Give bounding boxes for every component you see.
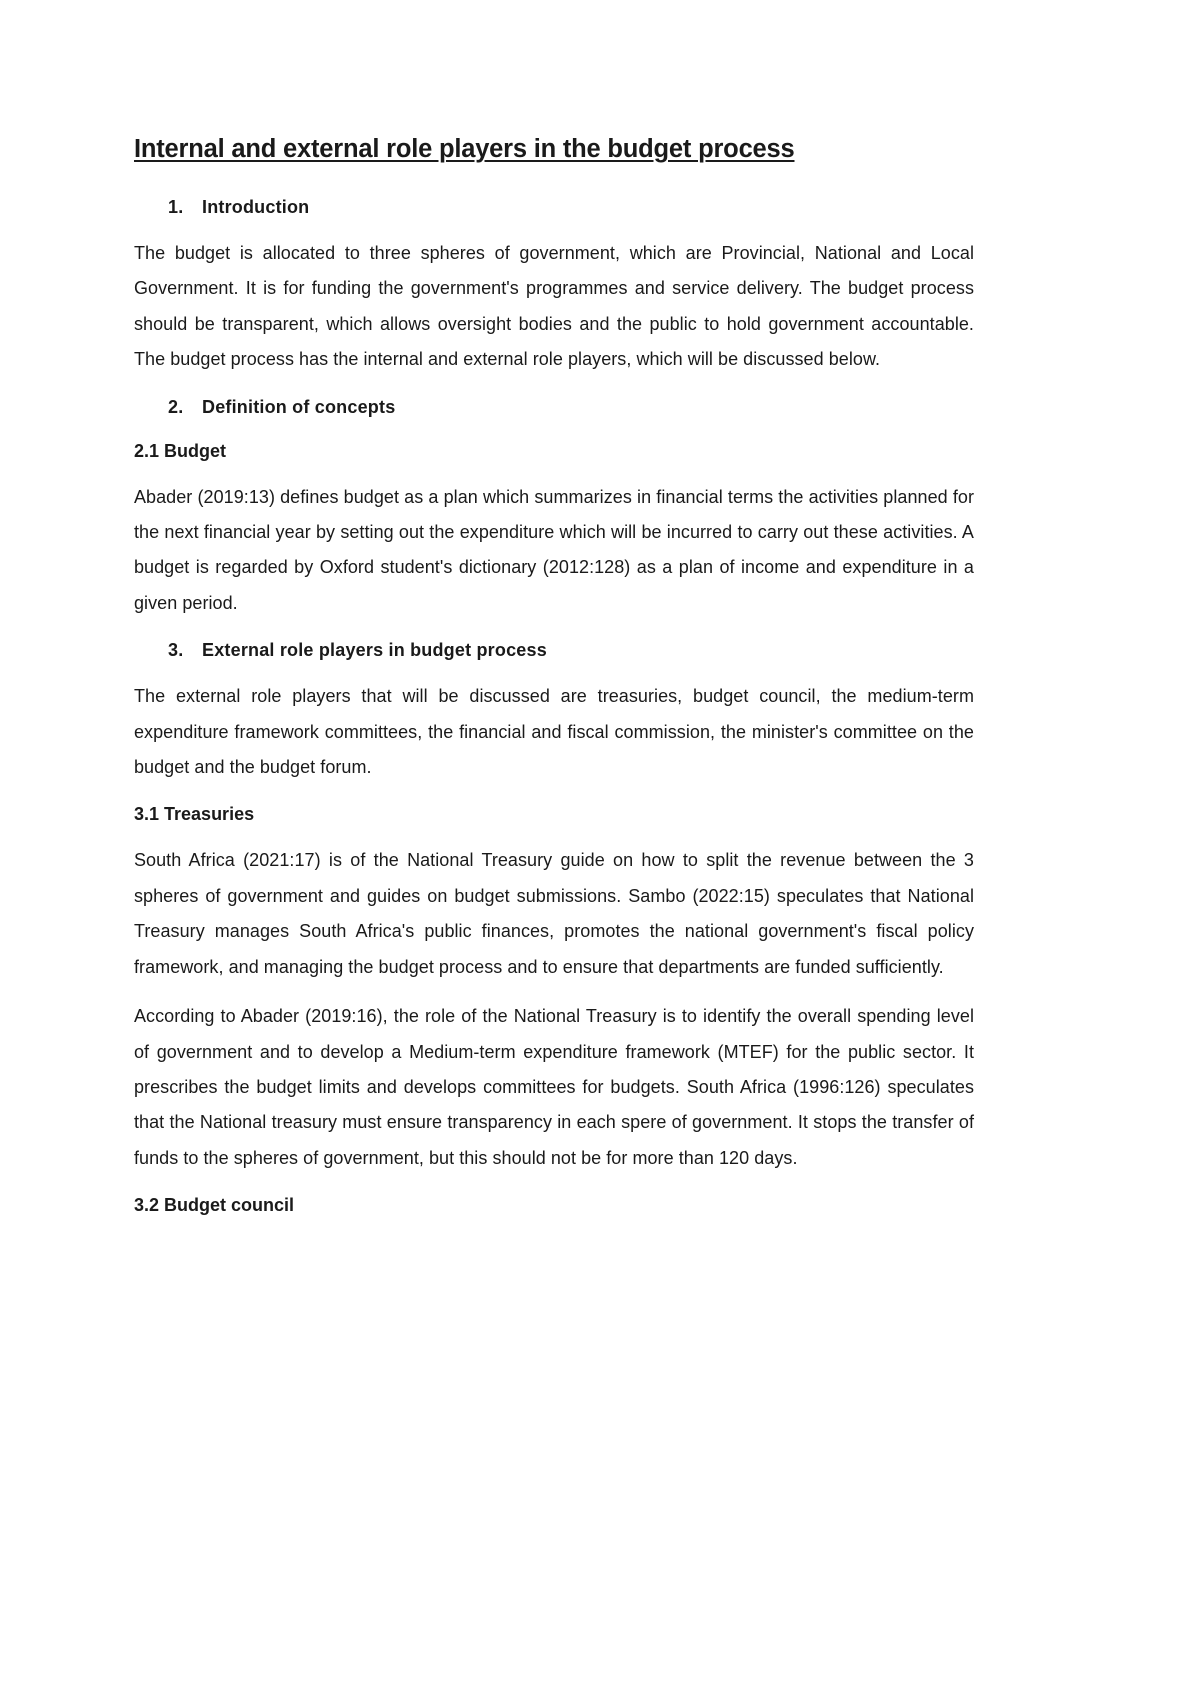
subsection-heading-budget: 2.1 Budget: [134, 440, 227, 461]
document-title: Internal and external role players in the budget process: [134, 135, 795, 163]
section-heading-definition-of-concepts: [134, 392, 974, 422]
section-number: 3.: [168, 640, 184, 661]
document-page: [134, 128, 974, 1234]
section-heading-text: External role players in budget process: [202, 640, 547, 661]
section-heading-text: Definition of concepts: [202, 396, 396, 417]
section-heading-text: Introduction: [202, 197, 310, 217]
subsection-heading-budget-council: 3.2 Budget council: [134, 1195, 295, 1216]
external-role-players-paragraph: The external role players that will be discussed are treasuries, budget council, the medium-term expenditure framework committees, the financial and fiscal commission, the minister's committee on the budget and the budget forum.: [134, 686, 974, 778]
section-heading-external-role-players: [134, 635, 974, 665]
section-number: 2.: [168, 396, 184, 417]
treasuries-paragraph-1: South Africa (2021:17) is of the National Treasury guide on how to split the revenue between the 3 spheres of government and guides on budget submissions. Sambo (2022:15) speculates that National Treasury manages South Africa's public finances, promotes the national government's fiscal policy framework, and managing the budget process and to ensure that departments are funded sufficiently.: [134, 850, 974, 977]
treasuries-paragraph-2: According to Abader (2019:16), the role of the National Treasury is to identify the overall spending level of government and to develop a Medium-term expenditure framework (MTEF) for the public sector. It prescribes the budget limits and develops committees for budgets. South Africa (1996:126) speculates that the National treasury must ensure transparency in each spere of government. It stops the transfer of funds to the spheres of government, but this should not be for more than 120 days.: [134, 1006, 974, 1168]
subsection-heading-treasuries: 3.1 Treasuries: [134, 804, 255, 825]
section-number: 1.: [168, 197, 184, 217]
budget-definition-paragraph: Abader (2019:13) defines budget as a plan which summarizes in financial terms the activities planned for the next financial year by setting out the expenditure which will be incurred to carry out these activities. A budget is regarded by Oxford student's dictionary (2012:128) as a plan of income and expenditure in a given period.: [134, 486, 974, 613]
introduction-paragraph: The budget is allocated to three spheres of government, which are Provincial, National and Local Government. It is for funding the government's programmes and service delivery. The budget process should be transparent, which allows oversight bodies and the public to hold government accountable. The budget process has the internal and external role players, which will be discussed below.: [134, 243, 974, 370]
section-heading-introduction: [134, 192, 974, 222]
